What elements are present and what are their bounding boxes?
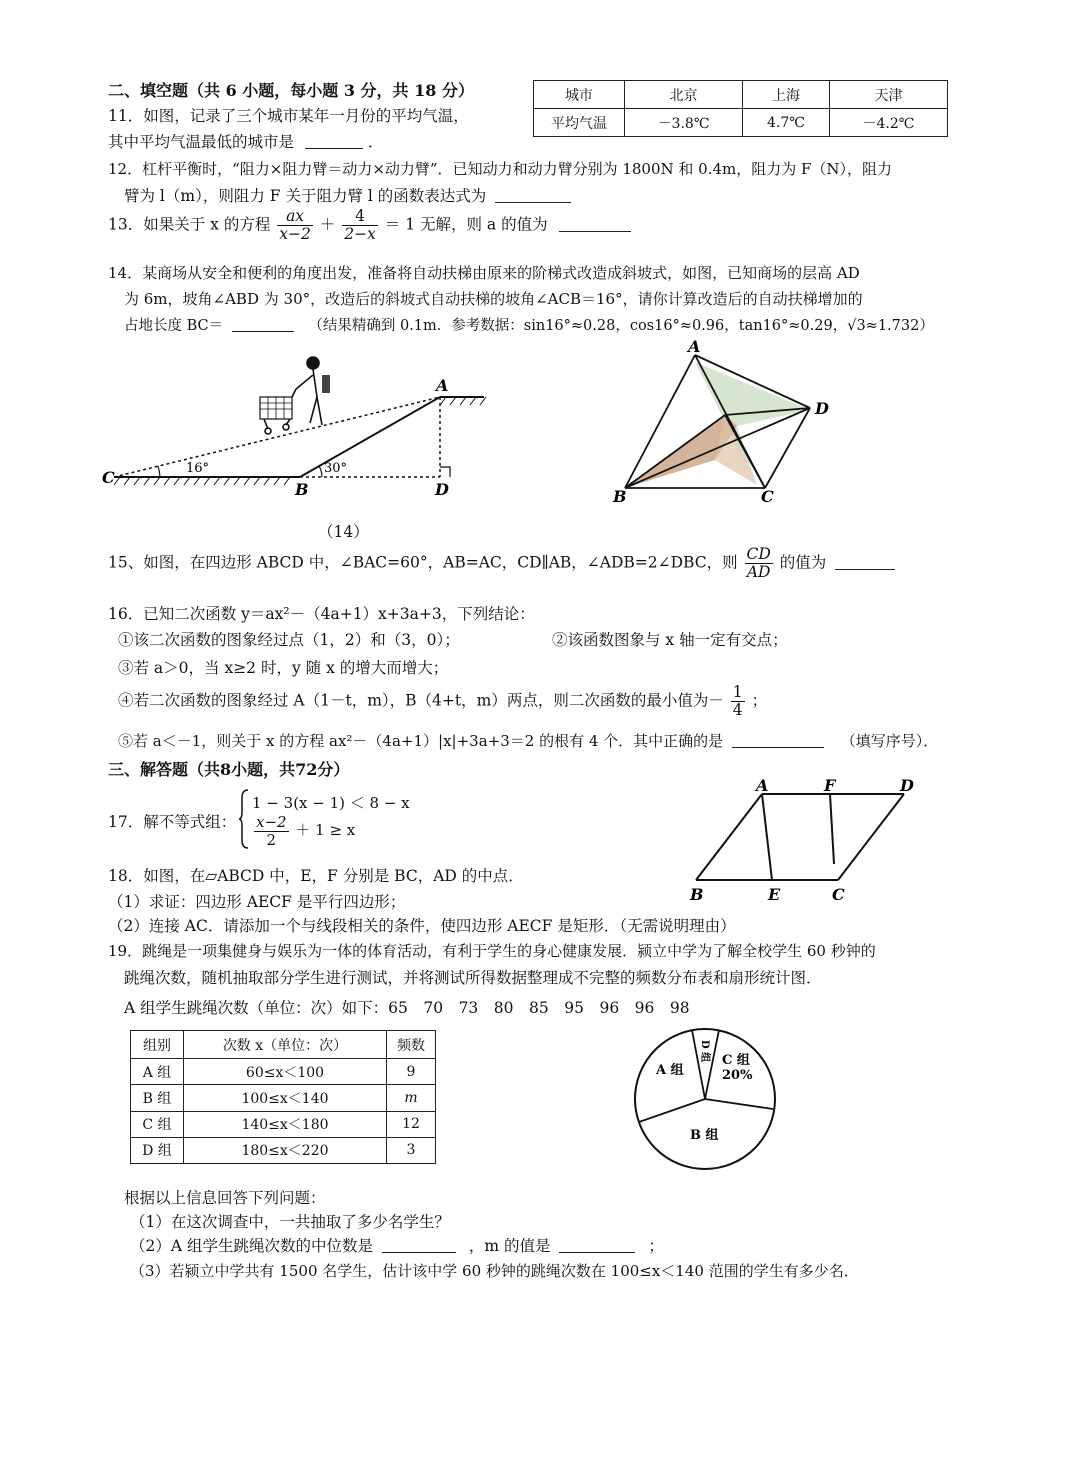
q15-answer-blank[interactable] [835, 553, 895, 570]
freq-count-d: 3 [387, 1137, 436, 1163]
label-A: A [688, 340, 701, 356]
angle-label-16: 16° [186, 461, 210, 476]
q19-group-a-data: A 组学生跳绳次数（单位：次）如下：65 70 73 80 85 95 96 96 98 [124, 999, 690, 1017]
label-C: C [761, 487, 774, 506]
freq-group-a: A 组 [131, 1059, 184, 1085]
q14-line1: 14．某商场从安全和便利的角度出发，准备将自动扶梯由原来的阶梯式改造成斜坡式，如图，已知商场的层高 AD [108, 264, 860, 282]
freq-count-c: 12 [387, 1111, 436, 1137]
label-B: B [690, 885, 704, 904]
figure-18-parallelogram [682, 776, 922, 904]
q15-pre: 15、如图，在四边形 ABCD 中，∠BAC=60°，AB=AC，CD∥AB，∠ADB=2∠DBC，则 [108, 553, 738, 572]
q13-plus: ＋ [319, 215, 336, 234]
figure-15-quadrilateral [605, 340, 845, 510]
q17-fraction [254, 814, 289, 848]
q19-part-2-text-b: ，m 的值是 [468, 1237, 551, 1255]
q13-post: ＝ 1 无解，则 a 的值为 [384, 215, 548, 234]
q14-line2: 为 6m，坡角∠ABD 为 30°，改造后的斜坡式自动扶梯的坡角∠ACB＝16°，请你计算改造后的自动扶梯增加的 [124, 290, 863, 308]
frequency-table [130, 1030, 436, 1164]
q13-pre: 13．如果关于 x 的方程 [108, 215, 271, 234]
q16-line1: 16．已知二次函数 y＝ax²－（4a+1）x+3a+3，下列结论： [108, 605, 535, 623]
figure-14-escalator [100, 345, 500, 505]
freq-range-d: 180≤x＜220 [184, 1137, 387, 1163]
angle-arc-B [319, 466, 322, 477]
ground-hatch [114, 477, 290, 485]
pie-label-a: A 组 [656, 1063, 684, 1078]
q18-line1: 18．如图，在▱ABCD 中，E，F 分别是 BC，AD 的中点． [108, 867, 524, 885]
q15-post: 的值为 [779, 553, 827, 572]
right-angle-mark [440, 467, 450, 477]
q11-text: 其中平均气温最低的城市是 [108, 133, 295, 151]
q14-line3-pre: 占地长度 BC＝ [124, 318, 224, 334]
q15-line [108, 546, 895, 581]
q16-c4-tail: ； [751, 691, 768, 710]
q19-part-2-text-a: （2）A 组学生跳绳次数的中位数是 [130, 1237, 373, 1255]
q16-conclusion-2: ②该函数图象与 x 轴一定有交点； [552, 631, 788, 649]
q16-conclusion-4 [118, 684, 767, 719]
freq-range-a: 60≤x＜100 [184, 1059, 387, 1085]
q17-frac-num: x−2 [256, 813, 287, 831]
pie-label-c: C 组 [722, 1053, 750, 1068]
q13-fraction-2 [342, 208, 378, 243]
temperature-table [533, 80, 948, 137]
q19-line2: 跳绳次数，随机抽取部分学生进行测试，并将测试所得数据整理成不完整的频数分布表和扇形统计图． [124, 969, 822, 987]
q19-line1: 19．跳绳是一项集健身与娱乐为一体的体育活动，有利于学生的身心健康发展．颍立中学为了解全校学生 60 秒钟的 [108, 942, 876, 960]
q16-c5-tail: （填写序号）． [840, 732, 939, 750]
q18-part-1: （1）求证：四边形 AECF 是平行四边形； [108, 893, 406, 911]
freq-range-b: 100≤x＜140 [184, 1085, 387, 1111]
temp-table-header-shanghai: 上海 [743, 81, 830, 109]
q16-c4-den: 4 [732, 701, 743, 720]
q15-fraction [745, 546, 773, 581]
label-B: B [295, 480, 309, 499]
label-C: C [102, 468, 115, 487]
pie-label-c-percent: 20% [722, 1068, 753, 1083]
freq-count-b: m [387, 1085, 436, 1111]
q17-e2-post: ＋ 1 ≥ x [295, 821, 356, 839]
q13-f2-num: 4 [342, 208, 378, 226]
label-A: A [756, 776, 769, 795]
q16-c4-fraction [731, 684, 745, 719]
pie-label-d: D 组 [699, 1040, 710, 1063]
pie-chart [630, 1024, 780, 1174]
q12-text: 臂为 l（m），则阻力 F 关于阻力臂 l 的函数表达式为 [124, 187, 487, 205]
q16-conclusion-5 [118, 730, 938, 751]
table-row [131, 1137, 436, 1163]
q12-line2 [124, 184, 571, 206]
freq-header-group: 组别 [131, 1031, 184, 1059]
section-3-title: 三、解答题（共8小题，共72分） [108, 760, 350, 779]
q13-f2-den: 2−x [344, 225, 376, 244]
label-D: D [900, 776, 914, 795]
section-2-title: 二、填空题（共 6 小题，每小题 3 分，共 18 分） [108, 81, 474, 100]
freq-header-count: 频数 [387, 1031, 436, 1059]
q17-inequality-2 [252, 814, 355, 848]
q14-line3 [124, 314, 934, 335]
q13-fraction-1 [277, 208, 313, 243]
q16-c4-num: 1 [732, 683, 743, 701]
q19-median-blank[interactable] [382, 1236, 456, 1253]
q12-line1: 12．杠杆平衡时，“阻力×阻力臂＝动力×动力臂”．已知动力和动力臂分别为 1800N 和 0.4m，阻力为 F（N），阻力 [108, 160, 893, 178]
segment-AB [300, 397, 440, 477]
temp-table-shanghai: 4.7℃ [743, 109, 830, 137]
person-with-cart-icon [260, 357, 330, 434]
q19-instruction: 根据以上信息回答下列问题： [124, 1189, 326, 1207]
label-B: B [613, 487, 627, 506]
q17-frac-den: 2 [266, 830, 277, 849]
q11-tail: ． [367, 133, 384, 151]
q19-m-blank[interactable] [559, 1236, 635, 1253]
table-row [131, 1085, 436, 1111]
q15-frac-num: CD [746, 545, 771, 563]
q16-c5-text: ⑤若 a＜－1，则关于 x 的方程 ax²－（4a+1）|x|+3a+3＝2 的根有 4 个．其中正确的是 [118, 732, 724, 750]
table-row [131, 1059, 436, 1085]
label-D: D [815, 399, 829, 418]
temp-table-header-beijing: 北京 [625, 81, 743, 109]
label-D: D [435, 480, 449, 499]
freq-count-a: 9 [387, 1059, 436, 1085]
q19-part-2-text-c: ； [648, 1237, 664, 1255]
q12-answer-blank[interactable] [495, 186, 571, 203]
q17-brace-icon [238, 788, 250, 850]
q11-answer-blank[interactable] [305, 132, 363, 149]
temp-table-row-label: 平均气温 [534, 109, 625, 137]
q19-part-3: （3）若颍立中学共有 1500 名学生，估计该中学 60 秒钟的跳绳次数在 100≤x＜140 范围的学生有多少名． [130, 1262, 859, 1280]
q15-frac-den: AD [746, 563, 771, 582]
label-C: C [832, 885, 845, 904]
q13-f1-num: ax [277, 208, 313, 226]
freq-group-d: D 组 [131, 1137, 184, 1163]
q18-part-2: （2）连接 AC．请添加一个与线段相关的条件，使四边形 AECF 是矩形．（无需说明理由） [108, 917, 736, 935]
table-row [131, 1111, 436, 1137]
q16-c4-text: ④若二次函数的图象经过 A（1－t，m），B（4+t，m）两点，则二次函数的最小值为－ [118, 691, 724, 710]
angle-label-30: 30° [324, 461, 348, 476]
q19-part-1: （1）在这次调查中，一共抽取了多少名学生？ [130, 1213, 450, 1231]
q14-answer-blank[interactable] [232, 315, 294, 332]
freq-range-c: 140≤x＜180 [184, 1111, 387, 1137]
label-A: A [436, 376, 449, 395]
figure-14-caption: （14） [318, 523, 369, 541]
q13-line [108, 208, 631, 243]
pie-label-b: B 组 [690, 1128, 719, 1143]
temp-table-beijing: －3.8℃ [625, 109, 743, 137]
temp-table-header-city: 城市 [534, 81, 625, 109]
q16-answer-blank[interactable] [732, 731, 824, 748]
q16-conclusion-3: ③若 a＞0，当 x≥2 时，y 随 x 的增大而增大； [118, 659, 449, 677]
q13-answer-blank[interactable] [559, 215, 631, 232]
temp-table-tianjin: －4.2℃ [829, 109, 947, 137]
label-F: F [824, 776, 836, 795]
q14-line3-ref: （结果精确到 0.1m．参考数据：sin16°≈0.28，cos16°≈0.96，tan16°≈0.29，√3≈1.732） [308, 318, 934, 334]
upper-floor-hatch [440, 397, 486, 405]
q17-label: 17．解不等式组： [108, 813, 237, 831]
q17-inequality-1: 1 − 3(x − 1) ＜ 8 − x [252, 794, 410, 812]
q16-conclusion-1: ①该二次函数的图象经过点（1，2）和（3，0）； [118, 631, 460, 649]
q11-line2 [108, 130, 383, 152]
figure-18-edges [696, 794, 904, 880]
q13-f1-den: x−2 [279, 225, 311, 244]
label-E: E [768, 885, 781, 904]
freq-group-c: C 组 [131, 1111, 184, 1137]
freq-header-range: 次数 x（单位：次） [184, 1031, 387, 1059]
q11-line1: 11．如图，记录了三个城市某年一月份的平均气温， [108, 107, 469, 125]
q19-part-2 [130, 1234, 664, 1256]
freq-group-b: B 组 [131, 1085, 184, 1111]
temp-table-header-tianjin: 天津 [829, 81, 947, 109]
angle-arc-C [158, 466, 160, 477]
